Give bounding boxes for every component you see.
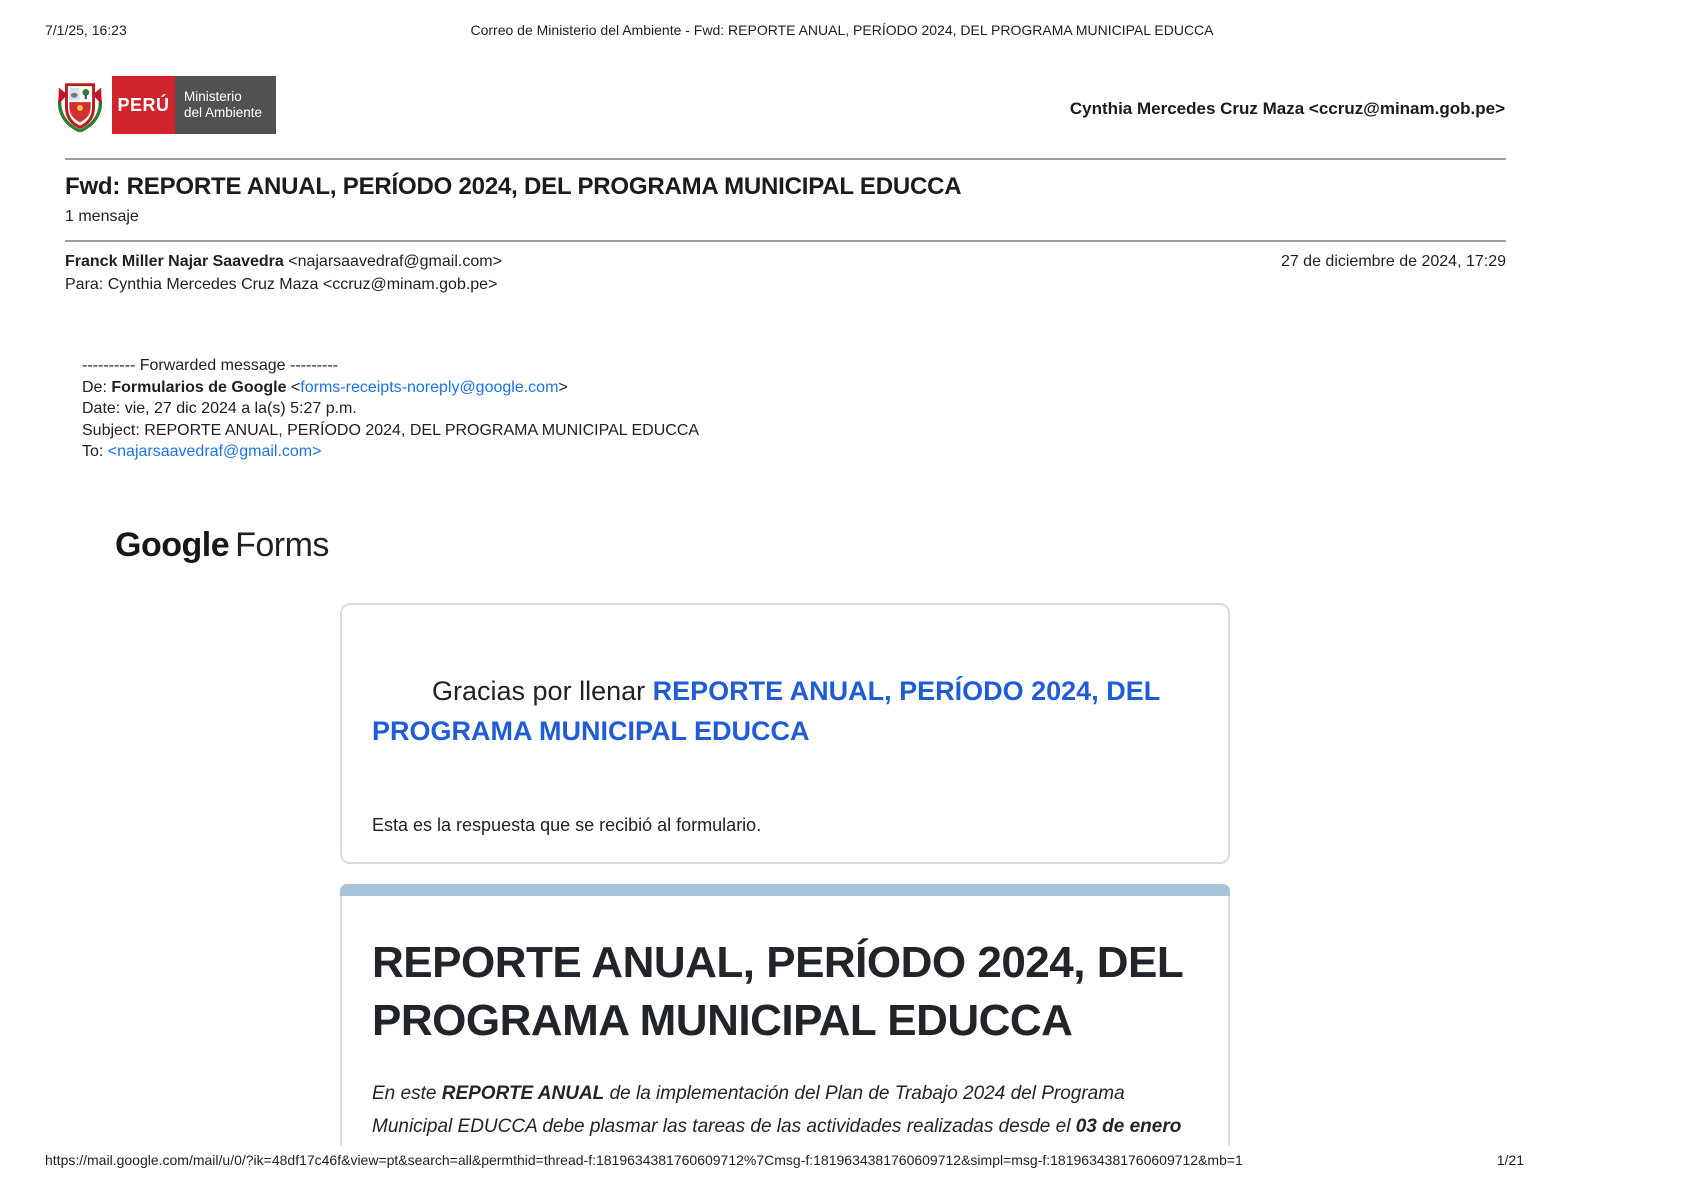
peru-logo-box bbox=[112, 76, 175, 134]
forwarded-header bbox=[82, 355, 1506, 463]
thanks-card bbox=[340, 603, 1230, 864]
form-title-link[interactable]: REPORTE ANUAL, PERÍODO 2024, DEL PROGRAMA MUNICIPAL EDUCCA bbox=[372, 675, 1168, 746]
peru-logo-label: PERÚ bbox=[117, 94, 170, 115]
message-count: 1 mensaje bbox=[65, 208, 139, 225]
form-title: REPORTE ANUAL, PERÍODO 2024, DEL PROGRAMA MUNICIPAL EDUCCA bbox=[372, 937, 1183, 1045]
from-name: Franck Miller Najar Saavedra bbox=[65, 253, 284, 270]
print-footer bbox=[45, 1152, 1524, 1168]
print-timestamp: 7/1/25, 16:23 bbox=[45, 22, 127, 38]
forwarded-from-line: De: Formularios de Google <forms-receipts-noreply@google.com> bbox=[82, 378, 568, 396]
email-content bbox=[65, 158, 1506, 1146]
from-email: <najarsaavedraf@gmail.com> bbox=[283, 253, 502, 270]
email-date: 27 de diciembre de 2024, 17:29 bbox=[1280, 253, 1506, 270]
minam-logo bbox=[52, 76, 276, 134]
form-description: En este REPORTE ANUAL de la implementación del Plan de Trabajo 2024 del Programa Municipal EDUCCA debe plasmar las tareas de las actividades realizadas desde el 03 de enero bbox=[372, 1082, 1182, 1137]
email-subject: Fwd: REPORTE ANUAL, PERÍODO 2024, DEL PROGRAMA MUNICIPAL EDUCCA bbox=[65, 173, 962, 200]
google-wordmark: Google bbox=[115, 525, 230, 564]
form-card-accent-bar bbox=[340, 884, 1230, 896]
peru-coat-of-arms-icon bbox=[52, 76, 108, 134]
print-document-title: Correo de Ministerio del Ambiente - Fwd: REPORTE ANUAL, PERÍODO 2024, DEL PROGRAMA MUNICIPAL EDUCCA bbox=[470, 22, 1214, 38]
forwarded-from-name: Formularios de Google bbox=[111, 378, 287, 396]
ministry-logo-box bbox=[175, 76, 276, 134]
divider-top bbox=[65, 158, 1506, 160]
forwarded-date-line: Date: vie, 27 dic 2024 a la(s) 5:27 p.m. bbox=[82, 400, 357, 417]
forwarded-subject-line: Subject: REPORTE ANUAL, PERÍODO 2024, DEL PROGRAMA MUNICIPAL EDUCCA bbox=[82, 421, 700, 439]
print-page-number: 1/21 bbox=[1496, 1152, 1524, 1168]
from-field bbox=[65, 253, 502, 271]
thanks-prefix: Gracias por llenar bbox=[432, 675, 653, 706]
thanks-message bbox=[372, 631, 1200, 791]
divider-subject bbox=[65, 240, 1506, 242]
ministry-name-line1: Ministerio bbox=[184, 89, 242, 104]
form-response-card bbox=[340, 884, 1230, 1146]
thanks-subtitle: Esta es la respuesta que se recibió al formulario. bbox=[372, 814, 762, 835]
forms-wordmark: Forms bbox=[235, 525, 329, 564]
form-card-body bbox=[340, 896, 1230, 1146]
forwarded-divider: ---------- Forwarded message --------- bbox=[82, 357, 338, 374]
print-footer-url: https://mail.google.com/mail/u/0/?ik=48df17c46f&view=pt&search=all&permthid=thread-f:1819634381760609712%7Cmsg-f:1819634381760609712&simpl=msg-f:1819634381760609712&mb=1 bbox=[45, 1152, 1243, 1168]
from-row bbox=[65, 253, 1506, 271]
form-desc-bold-1: REPORTE ANUAL bbox=[441, 1082, 605, 1104]
account-owner: Cynthia Mercedes Cruz Maza <ccruz@minam.gob.pe> bbox=[1069, 99, 1505, 118]
forwarded-to-email-link[interactable]: <najarsaavedraf@gmail.com> bbox=[107, 443, 322, 460]
ministry-name-line2: del Ambiente bbox=[184, 105, 263, 120]
forwarded-to-line: To: <najarsaavedraf@gmail.com> bbox=[82, 443, 322, 460]
forwarded-from-email-link[interactable]: forms-receipts-noreply@google.com bbox=[300, 378, 559, 396]
to-field: Para: Cynthia Mercedes Cruz Maza <ccruz@minam.gob.pe> bbox=[65, 276, 498, 293]
form-desc-bold-2: 03 de enero bbox=[1075, 1115, 1182, 1137]
print-header bbox=[0, 22, 1684, 42]
google-forms-logo bbox=[115, 526, 1506, 565]
